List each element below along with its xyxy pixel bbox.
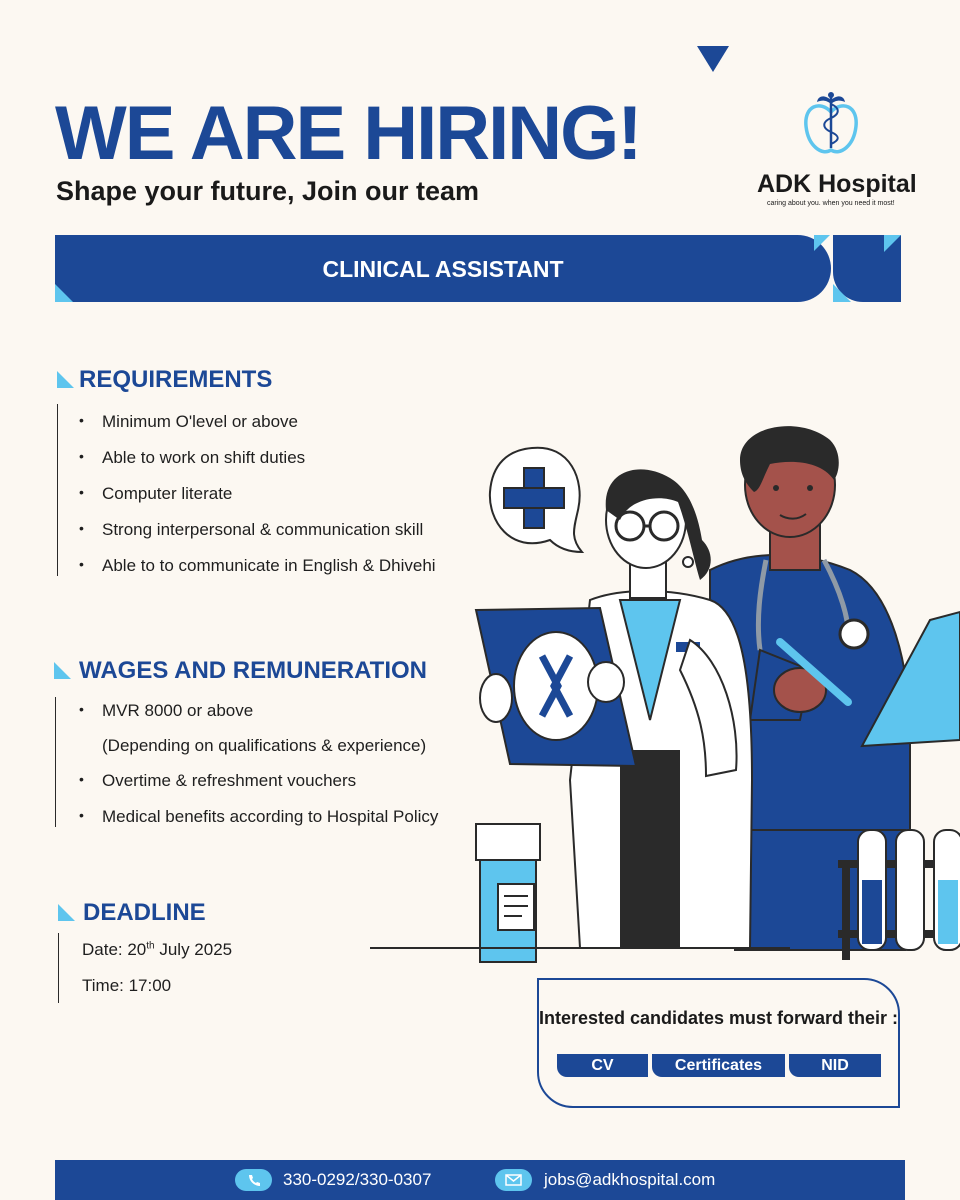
deadline-heading: DEADLINE (83, 899, 206, 926)
list-item: • MVR 8000 or above (77, 701, 438, 736)
requirements-heading: REQUIREMENTS (79, 366, 273, 393)
list-item: • Medical benefits according to Hospital Policy (77, 807, 438, 842)
list-item: • Minimum O'level or above (77, 412, 436, 448)
section-marker-icon (58, 904, 75, 921)
deadline-date: Date: 20th July 2025 (82, 940, 233, 959)
logo-tagline: caring about you. when you need it most! (767, 200, 895, 207)
phone-icon (235, 1169, 272, 1191)
wages-list (77, 701, 438, 842)
mail-icon (495, 1169, 532, 1191)
application-instruction: Interested candidates must forward their : (538, 1008, 899, 1028)
deadline-time: Time: 17:00 (82, 976, 172, 995)
ground-line (370, 947, 790, 949)
tile-corner-decor (884, 235, 901, 252)
apple-caduceus-icon (800, 90, 862, 160)
contact-phone[interactable]: 330-0292/330-0307 (283, 1170, 432, 1189)
list-item: • Strong interpersonal & communication skill (77, 520, 436, 556)
contact-footer (55, 1160, 905, 1200)
section-rule (58, 933, 59, 1003)
requirements-list (77, 412, 436, 592)
document-badge-nid: NID (789, 1054, 881, 1077)
list-item: • Able to work on shift duties (77, 448, 436, 484)
application-box (537, 978, 900, 1108)
section-rule (55, 697, 56, 827)
medical-staff-illustration (470, 420, 960, 965)
tile-corner-decor (833, 284, 851, 302)
logo-name: ADK Hospital (757, 170, 917, 198)
list-item: (Depending on qualifications & experience) (102, 736, 427, 755)
contact-email[interactable]: jobs@adkhospital.com (544, 1170, 716, 1189)
document-badge-certificates: Certificates (652, 1054, 785, 1077)
list-item: • Overtime & refreshment vouchers (77, 771, 438, 807)
section-rule (57, 404, 58, 576)
wages-heading: WAGES AND REMUNERATION (79, 657, 427, 684)
section-marker-icon (57, 371, 74, 388)
document-badge-cv: CV (557, 1054, 648, 1077)
banner-corner-decor (55, 284, 73, 302)
tagline: Shape your future, Join our team (56, 176, 480, 206)
tile-corner-decor (814, 235, 830, 251)
list-item: • Able to to communicate in English & Dhivehi (77, 556, 436, 592)
headline: WE ARE HIRING! (55, 91, 641, 176)
list-item: • Computer literate (77, 484, 436, 520)
section-marker-icon (54, 662, 71, 679)
position-title: CLINICAL ASSISTANT (322, 256, 564, 282)
decorative-triangle (697, 46, 729, 72)
